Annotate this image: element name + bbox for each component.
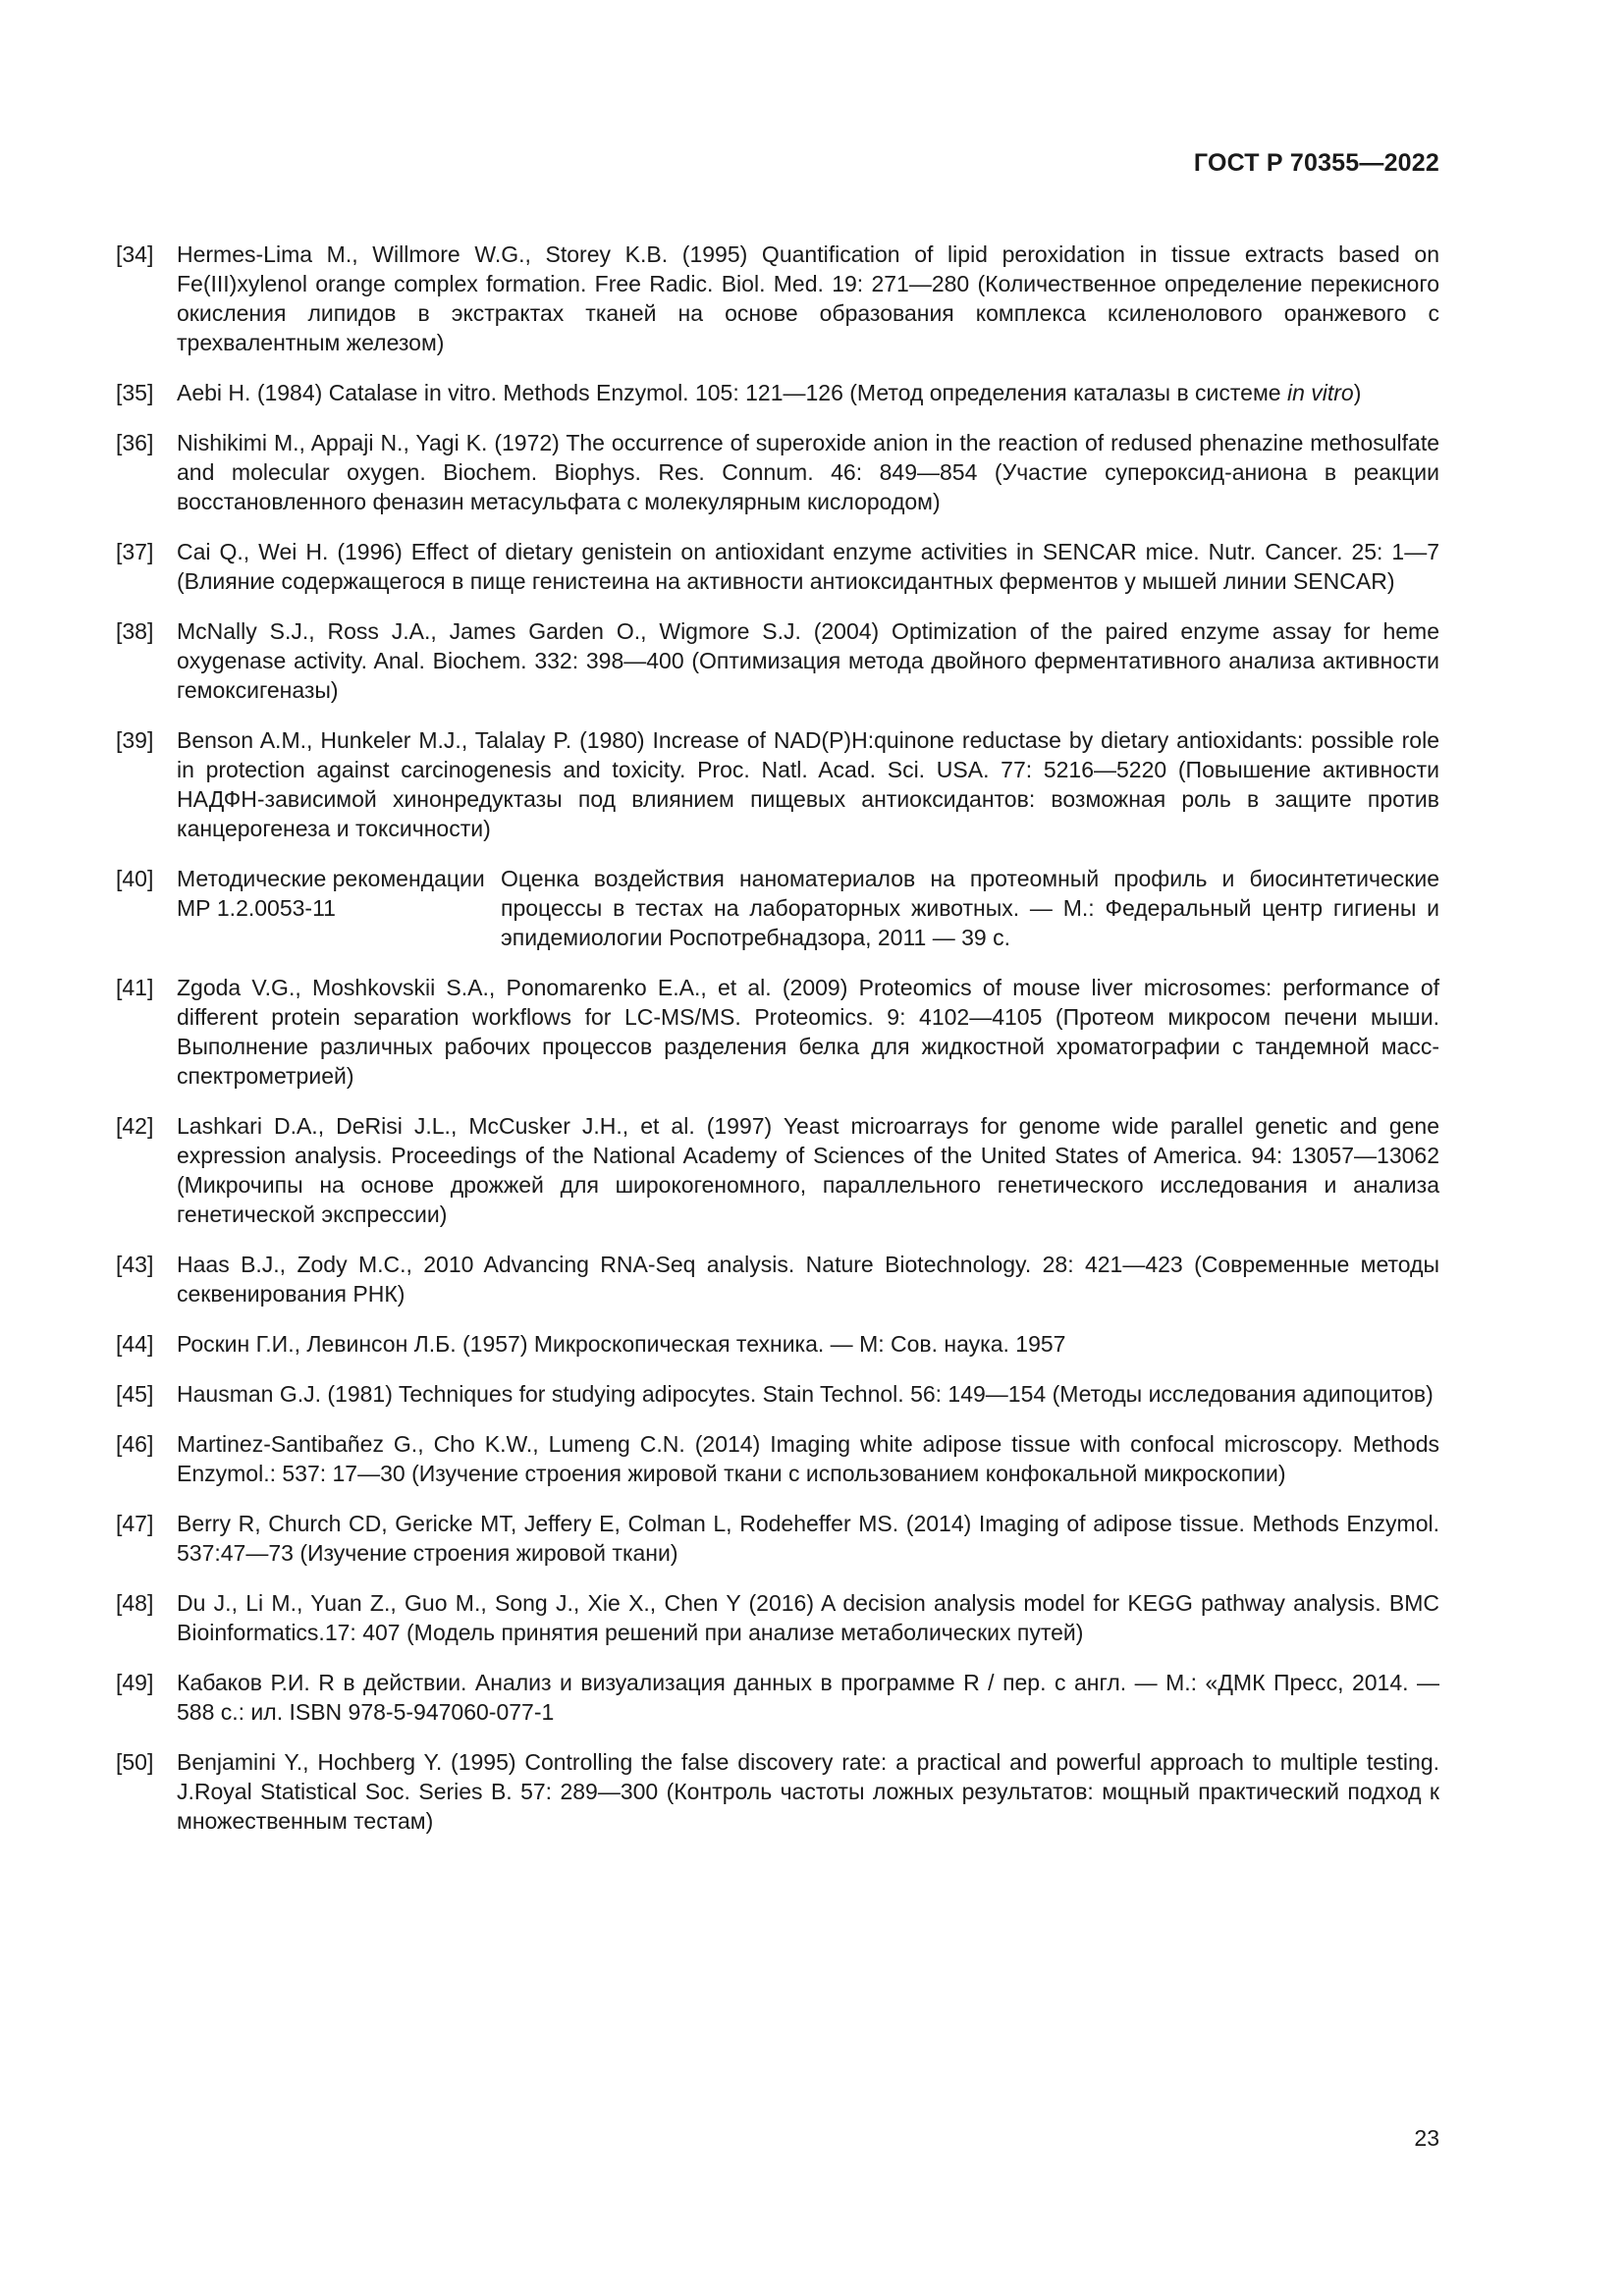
reference-item bbox=[116, 973, 1439, 1091]
reference-text: Hausman G.J. (1981) Techniques for studying adipocytes. Stain Technol. 56: 149—154 (Методы исследования адипоцитов) bbox=[177, 1381, 1434, 1407]
reference-number: [49] bbox=[116, 1670, 154, 1695]
reference-item bbox=[116, 725, 1439, 843]
reference-number: [40] bbox=[116, 866, 154, 891]
reference-item bbox=[116, 1250, 1439, 1308]
reference-number: [34] bbox=[116, 241, 154, 267]
reference-number: [45] bbox=[116, 1381, 154, 1407]
reference-text: Cai Q., Wei H. (1996) Effect of dietary genistein on antioxidant enzyme activities in SENCAR mice. Nutr. Cancer. 25: 1—7 (Влияние содержащегося в пище генистеина на активности антиоксидантных ферментов у мышей линии SENCAR) bbox=[177, 539, 1439, 594]
reference-number: [35] bbox=[116, 380, 154, 405]
reference-text-tail: ) bbox=[1353, 380, 1362, 405]
reference-text: Hermes-Lima M., Willmore W.G., Storey K.B. (1995) Quantification of lipid peroxidation in tissue extracts based on Fe(III)xylenol orange complex formation. Free Radic. Biol. Med. 19: 271—280 (Количественное определение перекисного окисления липидов в экстрактах тканей на основе образования комплекса ксиленолового оранжевого с трехвалентным железом) bbox=[177, 241, 1439, 355]
reference-item bbox=[116, 537, 1439, 596]
reference-text bbox=[177, 378, 1439, 407]
reference-item bbox=[116, 1588, 1439, 1647]
reference-number: [50] bbox=[116, 1749, 154, 1775]
reference-number: [36] bbox=[116, 430, 154, 455]
reference-item bbox=[116, 1111, 1439, 1229]
reference-document-designation: Методические рекомендации МР 1.2.0053-11 bbox=[177, 866, 485, 921]
reference-text: Du J., Li M., Yuan Z., Guo M., Song J., Xie X., Chen Y (2016) A decision analysis model for KEGG pathway analysis. BMC Bioinformatics.17: 407 (Модель принятия решений при анализе метаболических путей) bbox=[177, 1590, 1439, 1645]
reference-item bbox=[116, 1379, 1439, 1409]
reference-number: [38] bbox=[116, 618, 154, 644]
reference-item bbox=[116, 240, 1439, 357]
reference-item bbox=[116, 378, 1439, 407]
reference-text: Lashkari D.A., DeRisi J.L., McCusker J.H., et al. (1997) Yeast microarrays for genome wide parallel genetic and gene expression analysis. Proceedings of the National Academy of Sciences of the United States of America. 94: 13057—13062 (Микрочипы на основе дрожжей для широкогеномного, параллельного генетического исследования и анализа генетической экспрессии) bbox=[177, 1113, 1439, 1227]
reference-number: [48] bbox=[116, 1590, 154, 1616]
reference-text: Haas B.J., Zody M.C., 2010 Advancing RNA-Seq analysis. Nature Biotechnology. 28: 421—423 (Современные методы секвенирования РНК) bbox=[177, 1252, 1439, 1307]
page-number: 23 bbox=[1414, 2125, 1439, 2151]
reference-number: [44] bbox=[116, 1331, 154, 1357]
reference-item bbox=[116, 1329, 1439, 1359]
reference-number: [39] bbox=[116, 727, 154, 753]
reference-text: Nishikimi M., Appaji N., Yagi K. (1972) The occurrence of superoxide anion in the reaction of redused phenazine methosulfate and molecular oxygen. Biochem. Biophys. Res. Connum. 46: 849—854 (Участие супероксид-аниона в реакции восстановленного феназин метасульфата с молекулярным кислородом) bbox=[177, 430, 1439, 514]
reference-two-column bbox=[177, 864, 1439, 952]
document-id-header: ГОСТ Р 70355—2022 bbox=[1193, 149, 1439, 177]
reference-text: Роскин Г.И., Левинсон Л.Б. (1957) Микроскопическая техника. — М: Сов. наука. 1957 bbox=[177, 1331, 1066, 1357]
reference-text: Zgoda V.G., Moshkovskii S.A., Ponomarenko E.A., et al. (2009) Proteomics of mouse liver microsomes: performance of different protein separation workflows for LC-MS/MS. Proteomics. 9: 4102—4105 (Протеом микросом печени мыши. Выполнение различных рабочих процессов разделения белка для жидкостной хроматографии с тандемной масс-спектрометрией) bbox=[177, 975, 1439, 1089]
reference-item bbox=[116, 1429, 1439, 1488]
reference-number: [42] bbox=[116, 1113, 154, 1139]
reference-item bbox=[116, 1509, 1439, 1568]
reference-item bbox=[116, 864, 1439, 952]
reference-document-title: Оценка воздействия наноматериалов на протеомный профиль и биосинтетические процессы в тестах на лабораторных животных. — М.: Федеральный центр гигиены и эпидемиологии Роспотребнадзора, 2011 — 39 с. bbox=[501, 866, 1439, 950]
reference-text: Martinez-Santibañez G., Cho K.W., Lumeng C.N. (2014) Imaging white adipose tissue with confocal microscopy. Methods Enzymol.: 537: 17—30 (Изучение строения жировой ткани с использованием конфокальной микроскопии) bbox=[177, 1431, 1439, 1486]
reference-text: Benson A.M., Hunkeler M.J., Talalay P. (1980) Increase of NAD(P)H:quinone reductase by dietary antioxidants: possible role in protection against carcinogenesis and toxicity. Proc. Natl. Acad. Sci. USA. 77: 5216—5220 (Повышение активности НАДФН-зависимой хинонредуктазы под влиянием пищевых антиоксидантов: возможная роль в защите против канцерогенеза и токсичности) bbox=[177, 727, 1439, 841]
reference-text: Berry R, Church CD, Gericke MT, Jeffery E, Colman L, Rodeheffer MS. (2014) Imaging of adipose tissue. Methods Enzymol. 537:47—73 (Изучение строения жировой ткани) bbox=[177, 1511, 1439, 1566]
reference-text-main: Aebi H. (1984) Catalase in vitro. Methods Enzymol. 105: 121—126 (Метод определения каталазы в системе bbox=[177, 380, 1287, 405]
reference-text: Benjamini Y., Hochberg Y. (1995) Controlling the false discovery rate: a practical and powerful approach to multiple testing. J.Royal Statistical Soc. Series B. 57: 289—300 (Контроль частоты ложных результатов: мощный практический подход к множественным тестам) bbox=[177, 1749, 1439, 1834]
reference-item bbox=[116, 1668, 1439, 1727]
reference-item bbox=[116, 428, 1439, 516]
reference-text-italic: in vitro bbox=[1286, 380, 1354, 405]
reference-number: [46] bbox=[116, 1431, 154, 1457]
reference-number: [41] bbox=[116, 975, 154, 1000]
reference-number: [37] bbox=[116, 539, 154, 564]
reference-text: McNally S.J., Ross J.A., James Garden O., Wigmore S.J. (2004) Optimization of the paired enzyme assay for heme oxygenase activity. Anal. Biochem. 332: 398—400 (Оптимизация метода двойного ферментативного анализа активности гемоксигеназы) bbox=[177, 618, 1439, 703]
reference-item bbox=[116, 616, 1439, 705]
reference-text: Кабаков Р.И. R в действии. Анализ и визуализация данных в программе R / пер. с англ. — М.: «ДМК Пресс, 2014. — 588 с.: ил. ISBN 978-5-947060-077-1 bbox=[177, 1670, 1439, 1725]
reference-list bbox=[116, 240, 1439, 1856]
reference-number: [47] bbox=[116, 1511, 154, 1536]
reference-number: [43] bbox=[116, 1252, 154, 1277]
reference-item bbox=[116, 1747, 1439, 1836]
